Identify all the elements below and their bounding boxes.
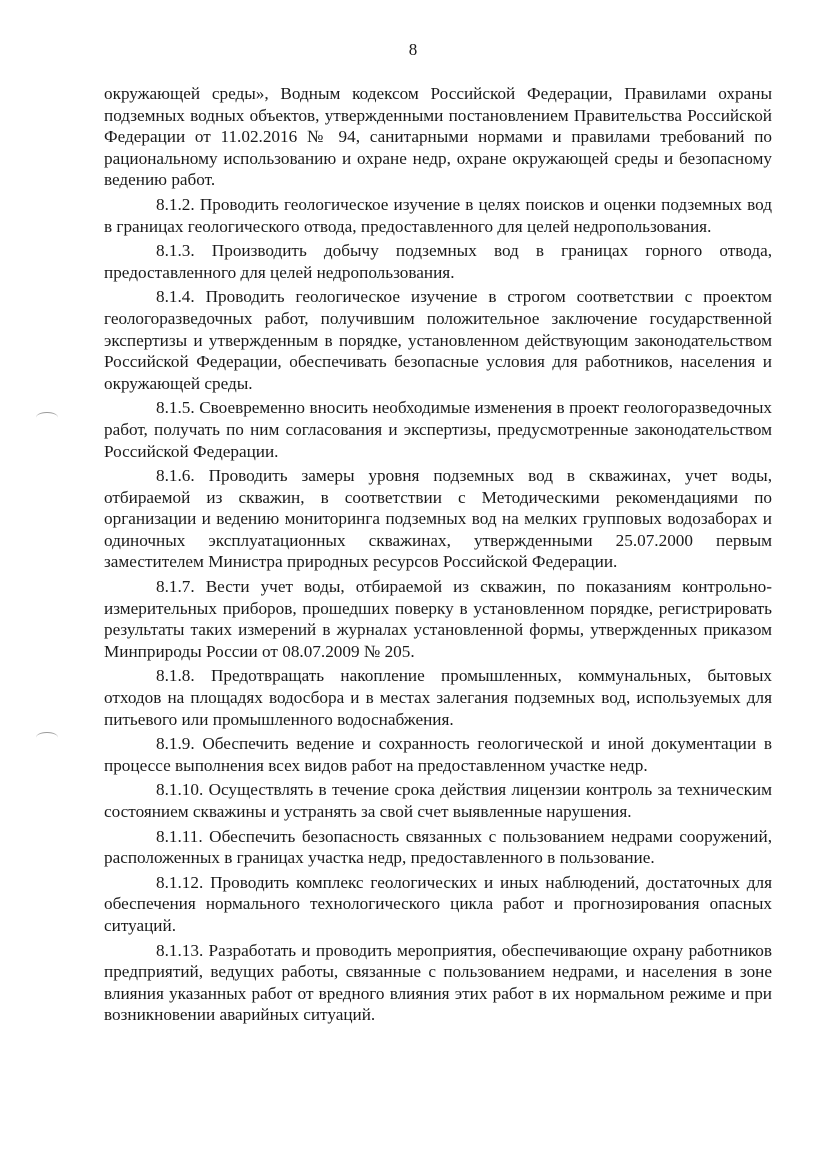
paragraph-8-1-9: 8.1.9. Обеспечить ведение и сохранность геологической и иной документации в процессе выполнения всех видов работ на предоставленном участке недр.: [104, 734, 772, 775]
paragraph-8-1-10: 8.1.10. Осуществлять в течение срока действия лицензии контроль за техническим состоянием скважины и устранять за свой счет выявленные нарушения.: [104, 780, 772, 821]
paragraph-8-1-12: 8.1.12. Проводить комплекс геологических и иных наблюдений, достаточных для обеспечения нормального технологического цикла работ и прогнозирования опасных ситуаций.: [104, 872, 772, 935]
page-number: 8: [408, 40, 418, 59]
punch-hole-mark-lower: [36, 732, 58, 743]
paragraph-continuation: окружающей среды», Водным кодексом Российской Федерации, Правилами охраны подземных водных объектов, утвержденными постановлением Правительства Российской Федерации от 11.02.2016 № 94, санитарными нормами и правилами требований по рациональному использованию и охране недр, охране окружающей среды и безопасному ведению работ.: [104, 84, 772, 190]
paragraph-8-1-8: 8.1.8. Предотвращать накопление промышленных, коммунальных, бытовых отходов на площадях водосбора и в местах залегания подземных вод, используемых для питьевого или промышленного водоснабжения.: [104, 666, 772, 729]
paragraph-8-1-5: 8.1.5. Своевременно вносить необходимые изменения в проект геологоразведочных работ, получать по ним согласования и экспертизы, предусмотренные законодательством Российской Федерации.: [104, 398, 772, 461]
paragraph-8-1-13: 8.1.13. Разработать и проводить мероприятия, обеспечивающие охрану работников предприятий, ведущих работы, связанные с пользованием недрами, и населения в зоне влияния указанных работ от вредного влияния этих работ в их нормальном режиме и при возникновении аварийных ситуаций.: [104, 940, 772, 1025]
paragraph-8-1-6: 8.1.6. Проводить замеры уровня подземных вод в скважинах, учет воды, отбираемой из скважин, в соответствии с Методическими рекомендациями по организации и ведению мониторинга подземных вод на мелких групповых водозаборах и одиночных эксплуатационных скважинах, утвержденными 25.07.2000 первым заместителем Министра природных ресурсов Российской Федерации.: [104, 466, 772, 572]
paragraph-8-1-11: 8.1.11. Обеспечить безопасность связанных с пользованием недрами сооружений, расположенных в границах участка недр, предоставленного в пользование.: [104, 826, 772, 868]
paragraph-8-1-4: 8.1.4. Проводить геологическое изучение в строгом соответствии с проектом геологоразведочных работ, получившим положительное заключение государственной экспертизы и утвержденным в порядке, установленном действующим законодательством Российской Федерации, обеспечивать безопасные условия для работников, населения и окружающей среды.: [104, 287, 772, 393]
paragraph-8-1-7: 8.1.7. Вести учет воды, отбираемой из скважин, по показаниям контрольно-измерительных приборов, прошедших поверку в установленном порядке, регистрировать результаты таких измерений в журналах установленной формы, утвержденных приказом Минприроды России от 08.07.2009 № 205.: [104, 577, 772, 661]
paragraph-8-1-2: 8.1.2. Проводить геологическое изучение в целях поисков и оценки подземных вод в границах геологического отвода, предоставленного для целей недропользования.: [104, 194, 772, 236]
punch-hole-mark-upper: [36, 412, 58, 423]
document-body: [104, 83, 772, 1029]
paragraph-8-1-3: 8.1.3. Производить добычу подземных вод в границах горного отвода, предоставленного для целей недропользования.: [104, 241, 772, 282]
